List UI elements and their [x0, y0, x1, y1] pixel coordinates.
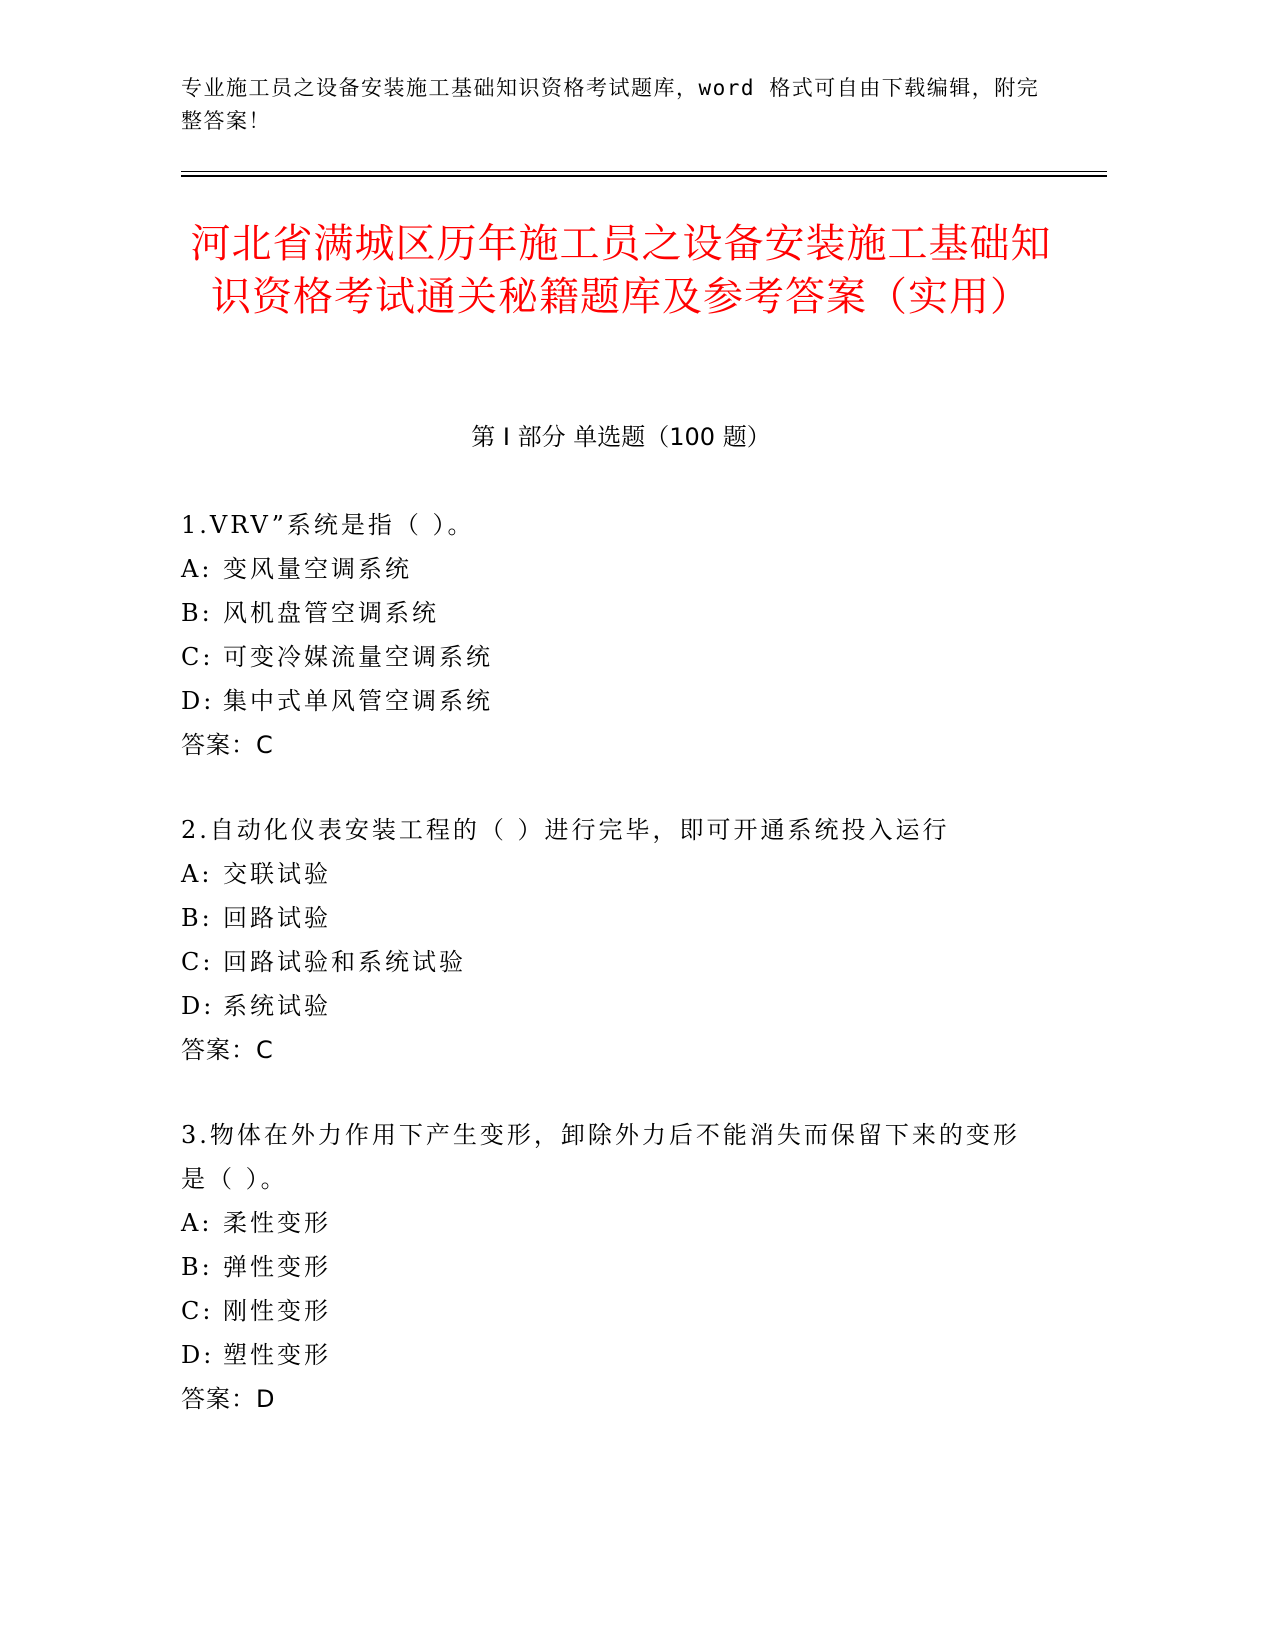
header-divider-thin: [181, 171, 1107, 172]
option-b: [181, 591, 1041, 635]
option-d: [181, 679, 1041, 723]
option-d: [181, 1333, 1041, 1377]
option-text: 集中式单风管空调系统: [223, 687, 493, 715]
option-b: [181, 1245, 1041, 1289]
option-text: 塑性变形: [223, 1341, 331, 1369]
option-letter: A:: [181, 1209, 213, 1237]
option-letter: B:: [181, 599, 213, 627]
option-letter: A:: [181, 860, 213, 888]
option-c: [181, 940, 1041, 984]
option-letter: A:: [181, 555, 213, 583]
option-c: [181, 1289, 1041, 1333]
option-letter: B:: [181, 1253, 213, 1281]
option-text: 回路试验: [223, 904, 331, 932]
answer: 答案：C: [181, 1036, 274, 1064]
option-a: [181, 1201, 1041, 1245]
option-letter: D:: [181, 992, 215, 1020]
header-divider-thick: [181, 175, 1107, 177]
question-1: [181, 503, 1041, 767]
option-text: 风机盘管空调系统: [223, 599, 439, 627]
option-b: [181, 896, 1041, 940]
question-3: [181, 1113, 1041, 1421]
option-text: 变风量空调系统: [223, 555, 412, 583]
option-text: 回路试验和系统试验: [223, 948, 466, 976]
option-letter: D:: [181, 687, 215, 715]
option-text: 刚性变形: [223, 1297, 331, 1325]
question-stem: 2.自动化仪表安装工程的（ ）进行完毕，即可开通系统投入运行: [181, 816, 950, 844]
option-letter: C:: [181, 643, 214, 671]
answer: 答案：C: [181, 731, 274, 759]
option-letter: C:: [181, 1297, 214, 1325]
option-text: 柔性变形: [223, 1209, 331, 1237]
section-title: 第 I 部分 单选题（100 题）: [471, 423, 771, 451]
option-a: [181, 547, 1041, 591]
answer: 答案：D: [181, 1385, 276, 1413]
question-2: [181, 808, 1041, 1072]
option-d: [181, 984, 1041, 1028]
option-letter: D:: [181, 1341, 215, 1369]
option-text: 弹性变形: [223, 1253, 331, 1281]
header-note: 专业施工员之设备安装施工基础知识资格考试题库，word 格式可自由下载编辑，附完整答案！: [181, 76, 1040, 133]
option-text: 交联试验: [223, 860, 331, 888]
option-a: [181, 852, 1041, 896]
question-stem: 3.物体在外力作用下产生变形，卸除外力后不能消失而保留下来的变形是（ ）。: [181, 1121, 1020, 1193]
option-text: 可变冷媒流量空调系统: [223, 643, 493, 671]
option-c: [181, 635, 1041, 679]
option-text: 系统试验: [223, 992, 331, 1020]
document-title: 河北省满城区历年施工员之设备安装施工基础知识资格考试通关秘籍题库及参考答案（实用）: [190, 221, 1052, 320]
option-letter: B:: [181, 904, 213, 932]
question-stem: 1.VRV”系统是指（ ）。: [181, 511, 475, 539]
option-letter: C:: [181, 948, 214, 976]
